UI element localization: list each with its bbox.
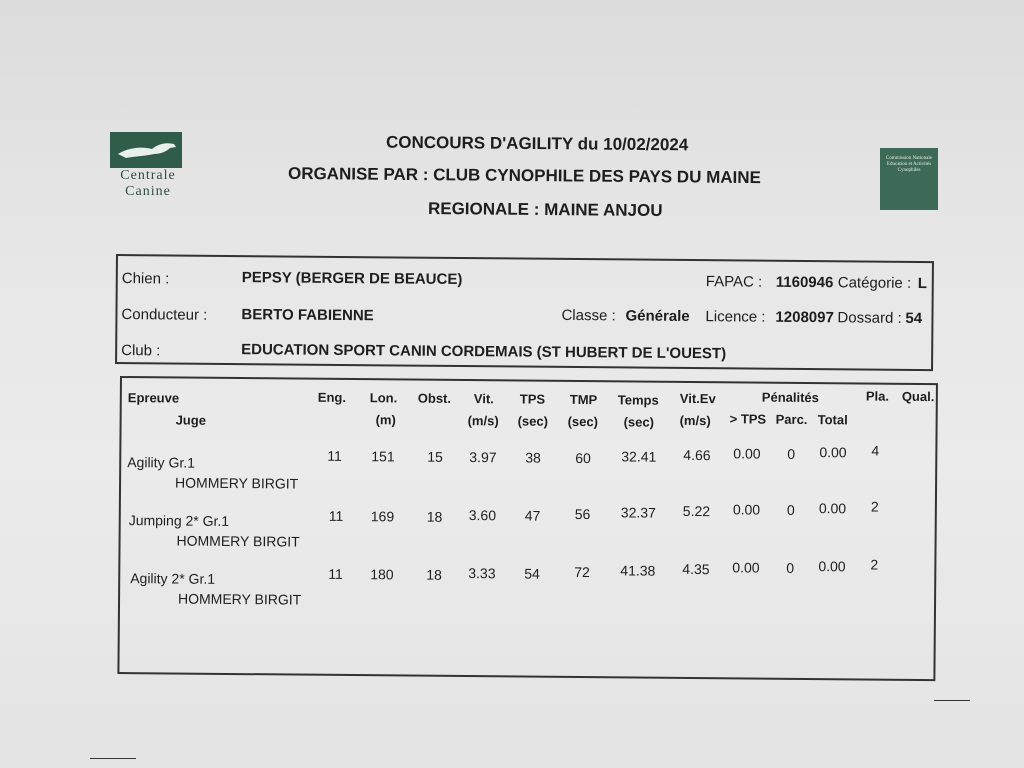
dog-silhouette-icon: [110, 132, 182, 168]
row1-obst: 15: [427, 448, 443, 465]
header-juge: Juge: [175, 412, 207, 428]
header-tmp-unit: (sec): [567, 413, 599, 430]
row1-juge: HOMMERY BIRGIT: [175, 474, 299, 492]
row3-epreuve: Agility 2* Gr.1: [130, 570, 216, 587]
row2-epreuve: Jumping 2* Gr.1: [128, 512, 230, 529]
header-vitev: Vit.Ev: [679, 390, 716, 407]
club-value: EDUCATION SPORT CANIN CORDEMAIS (ST HUBERT DE L'OUEST): [241, 341, 727, 363]
row2-pen-total: 0.00: [818, 500, 847, 517]
row1-tps: 38: [525, 449, 541, 466]
row3-vit: 3.33: [468, 565, 496, 582]
header-eng: Eng.: [317, 389, 347, 405]
results-table: [117, 376, 938, 681]
row1-eng: 11: [327, 447, 342, 464]
row1-vit: 3.97: [469, 449, 497, 466]
row3-obst: 18: [426, 566, 442, 583]
handler-label: Conducteur :: [121, 306, 208, 324]
row3-tmp: 72: [574, 563, 590, 581]
centrale-canine-logo: [108, 132, 192, 200]
regional-line: REGIONALE : MAINE ANJOU: [427, 198, 663, 221]
row3-pen-total: 0.00: [818, 558, 846, 575]
page-mark: [934, 700, 970, 701]
row2-temps: 32.37: [620, 504, 656, 521]
row2-pen-tps: 0.00: [732, 501, 761, 518]
organizer-line: ORGANISE PAR : CLUB CYNOPHILE DES PAYS DU MAINE: [287, 163, 761, 188]
row1-vitev: 4.66: [683, 446, 711, 464]
header-penalites: Pénalités: [761, 389, 819, 406]
handler-value: BERTO FABIENNE: [241, 306, 374, 325]
header-vit-unit: (m/s): [467, 413, 499, 429]
row2-pla: 2: [870, 498, 879, 515]
header-lon: Lon.: [369, 390, 398, 406]
header-lon-unit: (m): [375, 412, 396, 428]
row2-pen-parc: 0: [786, 501, 795, 518]
header-pen-tps: > TPS: [729, 411, 767, 427]
category-label: Catégorie :: [837, 274, 912, 292]
row3-eng: 11: [328, 565, 343, 582]
row2-vitev: 5.22: [682, 502, 711, 520]
row3-lon: 180: [370, 566, 394, 583]
header-tps-unit: (sec): [517, 413, 549, 429]
row3-tps: 54: [524, 565, 540, 582]
header-pla: Pla.: [865, 388, 890, 404]
row1-lon: 151: [371, 448, 395, 465]
bib-value: 54: [905, 309, 923, 328]
category-value: L: [917, 274, 928, 293]
row1-tmp: 60: [575, 449, 591, 467]
header-tmp: TMP: [569, 391, 598, 408]
row3-juge: HOMMERY BIRGIT: [177, 590, 302, 608]
row3-temps: 41.38: [620, 562, 656, 579]
cneac-logo-text: Commission Nationale Education et Activités Cynophiles: [886, 156, 932, 173]
row3-pla: 2: [870, 556, 879, 573]
row2-tmp: 56: [574, 505, 591, 523]
header-qual: Qual.: [901, 388, 935, 405]
logo-text-line1: Centrale: [120, 168, 176, 183]
header-vitev-unit: (m/s): [679, 412, 711, 429]
licence-label: Licence :: [705, 308, 766, 326]
row3-pen-parc: 0: [786, 559, 795, 576]
header-epreuve: Epreuve: [127, 390, 180, 406]
header-pen-total: Total: [817, 412, 848, 428]
bib-label: Dossard :: [837, 309, 902, 327]
header-pen-parc: Parc.: [775, 411, 808, 428]
header-obst: Obst.: [417, 390, 452, 406]
row2-juge: HOMMERY BIRGIT: [176, 532, 300, 550]
club-label: Club :: [121, 342, 161, 360]
header-temps: Temps: [617, 392, 659, 408]
fapac-label: FAPAC :: [705, 273, 763, 291]
class-label: Classe :: [561, 306, 616, 325]
row3-pen-tps: 0.00: [732, 559, 760, 576]
row1-pen-tps: 0.00: [733, 445, 761, 462]
row1-epreuve: Agility Gr.1: [127, 454, 196, 471]
row2-vit: 3.60: [468, 507, 497, 524]
row1-pen-parc: 0: [787, 445, 796, 462]
dog-value: PEPSY (BERGER DE BEAUCE): [241, 269, 463, 289]
header-tps: TPS: [519, 391, 546, 407]
dog-info-box: [115, 254, 934, 371]
row2-tps: 47: [524, 507, 541, 524]
logo-text-line2: Canine: [125, 184, 171, 199]
fapac-value: 1160946: [775, 273, 834, 292]
row2-eng: 11: [328, 507, 344, 524]
page-mark: [90, 758, 136, 759]
header-vit: Vit.: [473, 391, 494, 407]
cneac-logo: [880, 148, 938, 210]
row1-pla: 4: [871, 442, 880, 459]
row1-temps: 32.41: [621, 448, 657, 465]
row3-vitev: 4.35: [682, 560, 710, 578]
row1-pen-total: 0.00: [819, 444, 847, 461]
licence-value: 1208097: [775, 308, 834, 327]
class-value: Générale: [625, 307, 690, 326]
dog-label: Chien :: [121, 270, 170, 288]
row2-obst: 18: [426, 508, 443, 525]
row2-lon: 169: [370, 508, 395, 525]
header-temps-unit: (sec): [623, 414, 655, 430]
contest-title: CONCOURS D'AGILITY du 10/02/2024: [385, 132, 689, 155]
